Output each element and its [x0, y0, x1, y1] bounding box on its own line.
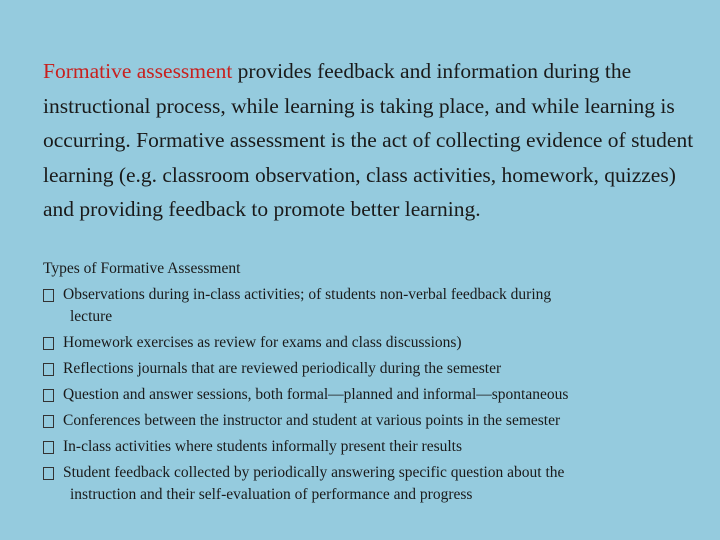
list-item	[43, 358, 683, 380]
list-item-continuation: lecture	[70, 308, 113, 325]
types-heading: Types of Formative Assessment	[43, 260, 241, 277]
square-bullet-icon	[43, 337, 54, 350]
list-item-text: Homework exercises as review for exams and class discussions)	[63, 334, 462, 351]
list-item	[43, 284, 683, 328]
square-bullet-icon	[43, 467, 54, 480]
list-item-text: Reflections journals that are reviewed periodically during the semester	[63, 360, 502, 377]
list-item-text: In-class activities where students informally present their results	[63, 438, 463, 455]
types-list	[43, 284, 683, 510]
square-bullet-icon	[43, 363, 54, 376]
list-item-text: Observations during in-class activities; of students non-verbal feedback during	[63, 286, 552, 303]
square-bullet-icon	[43, 389, 54, 402]
square-bullet-icon	[43, 441, 54, 454]
list-item	[43, 436, 683, 458]
list-item	[43, 384, 683, 406]
intro-text-rest: the instructional process, while learning is taking place, and while learning is occurring. Formative assessment is the act of collecting evidence of student learning (e.g. classroom observation, class activities, homework, quizzes) and providing feedback to promote better learning.	[43, 59, 694, 222]
list-item-text: Conferences between the instructor and student at various points in the semester	[63, 412, 561, 429]
list-item-text: Question and answer sessions, both formal—planned and informal—spontaneous	[63, 386, 569, 403]
list-item-continuation: instruction and their self-evaluation of performance and progress	[70, 486, 473, 503]
square-bullet-icon	[43, 415, 54, 428]
list-item-text: Student feedback collected by periodically answering specific question about the	[63, 464, 565, 481]
intro-paragraph	[43, 54, 703, 227]
list-item	[43, 332, 683, 354]
list-item	[43, 462, 683, 506]
intro-text-first-line: provides feedback and information during	[232, 59, 600, 83]
list-item	[43, 410, 683, 432]
intro-highlight-term: Formative assessment	[43, 59, 233, 83]
square-bullet-icon	[43, 289, 54, 302]
